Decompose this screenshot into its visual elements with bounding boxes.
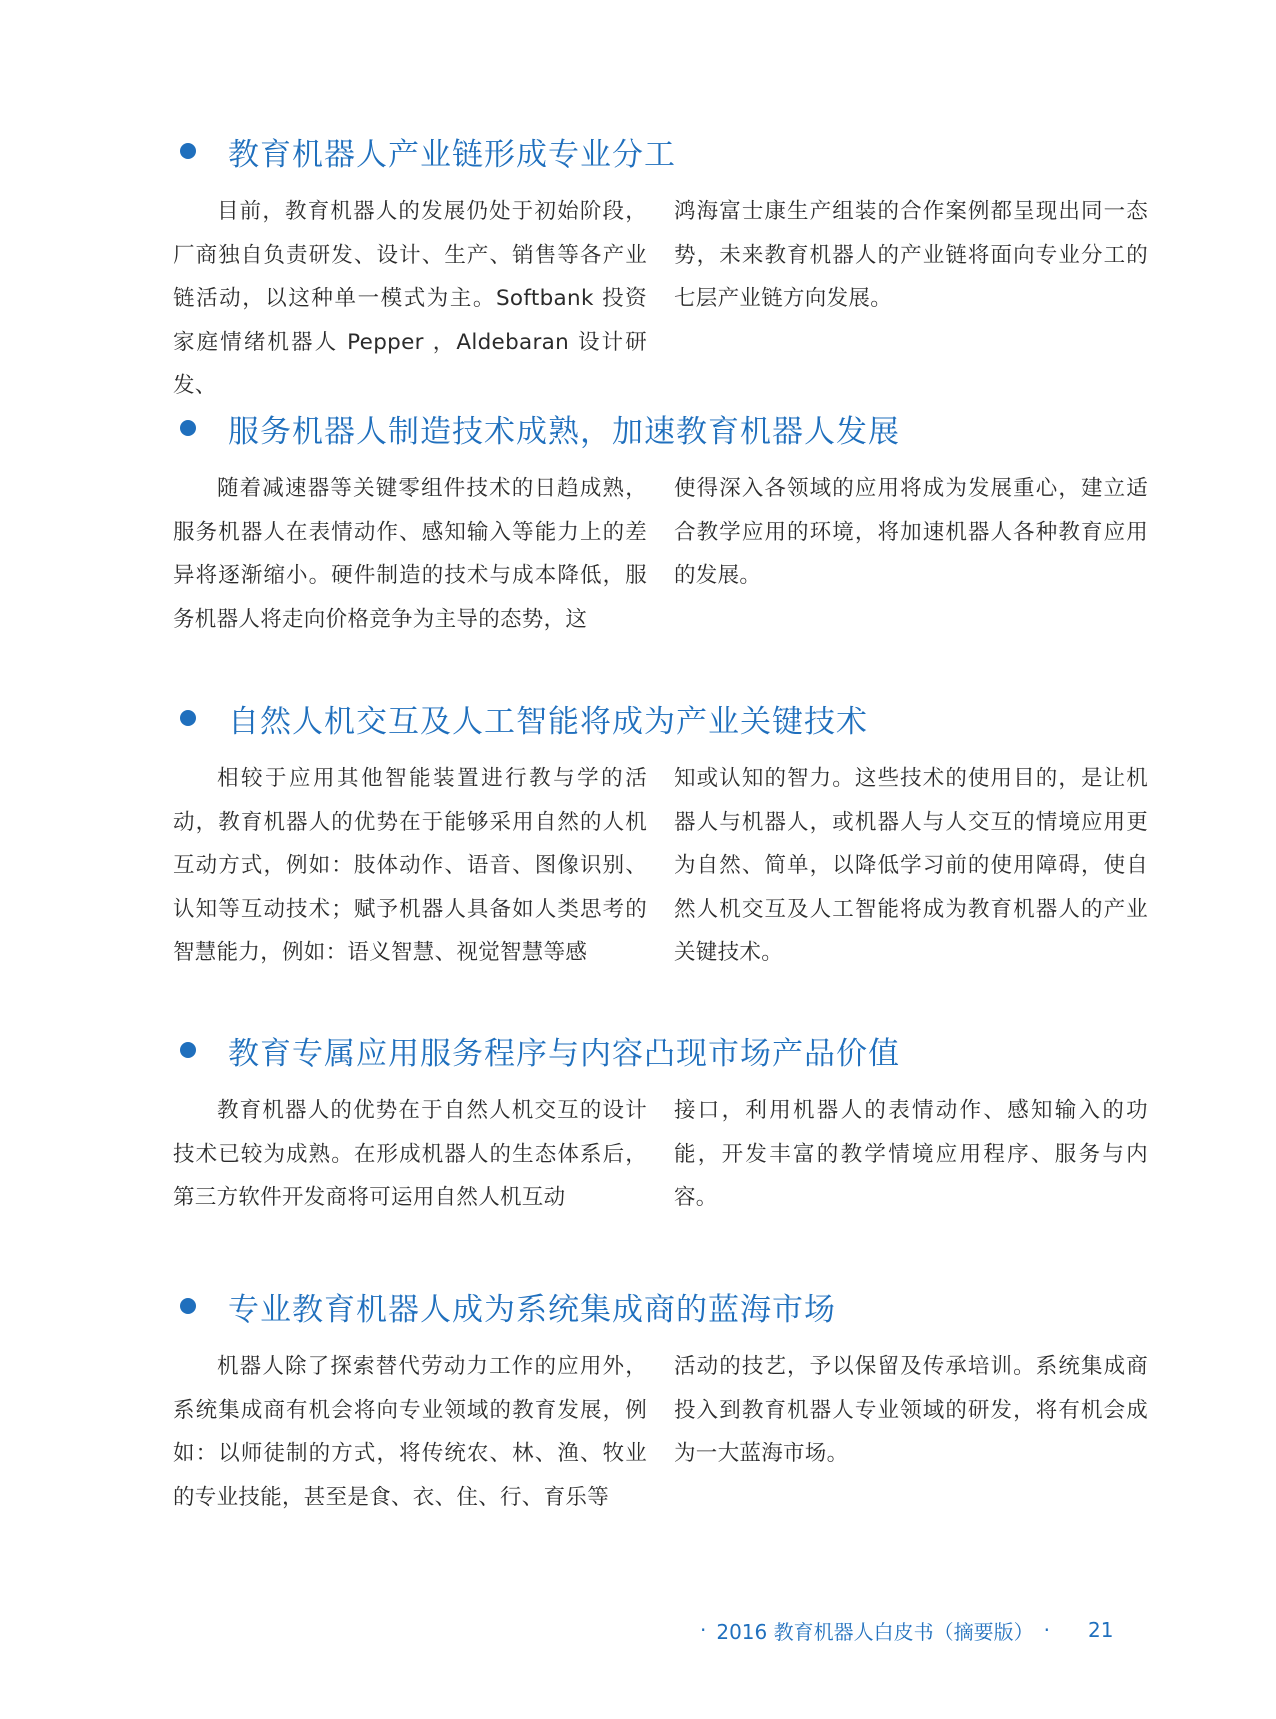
footer-title: 2016 教育机器人白皮书（摘要版）	[716, 1619, 1034, 1644]
heading-text: 服务机器人制造技术成熟，加速教育机器人发展	[228, 413, 900, 450]
paragraph-left: 机器人除了探索替代劳动力工作的应用外，系统集成商有机会将向专业领域的教育发展，例如：以师徒制的方式，将传统农、林、渔、牧业的专业技能，甚至是食、衣、住、行、育乐等	[173, 1354, 647, 1510]
paragraph-right: 知或认知的智力。这些技术的使用目的，是让机器人与机器人，或机器人与人交互的情境应用更为自然、简单，以降低学习前的使用障碍，使自然人机交互及人工智能将成为教育机器人的产业关键技术。	[674, 766, 1148, 965]
bullet-icon	[180, 710, 196, 726]
footer-dot-left: ·	[700, 1618, 707, 1642]
page-number: 21	[1087, 1618, 1114, 1642]
heading-text: 自然人机交互及人工智能将成为产业关键技术	[228, 703, 868, 740]
paragraph-right: 鸿海富士康生产组装的合作案例都呈现出同一态势，未来教育机器人的产业链将面向专业分工的七层产业链方向发展。	[674, 199, 1148, 311]
paragraph-right: 接口，利用机器人的表情动作、感知输入的功能，开发丰富的教学情境应用程序、服务与内容。	[674, 1098, 1148, 1210]
paragraph-left: 教育机器人的优势在于自然人机交互的设计技术已较为成熟。在形成机器人的生态体系后，第三方软件开发商将可运用自然人机互动	[173, 1098, 647, 1210]
section-heading	[180, 1025, 900, 1075]
paragraph-left: 相较于应用其他智能装置进行教与学的活动，教育机器人的优势在于能够采用自然的人机互动方式，例如：肢体动作、语音、图像识别、认知等互动技术；赋予机器人具备如人类思考的智慧能力，例如：语义智慧、视觉智慧等感	[173, 766, 647, 965]
bullet-icon	[180, 1298, 196, 1314]
section-heading	[180, 403, 900, 453]
heading-text: 教育专属应用服务程序与内容凸现市场产品价值	[228, 1035, 900, 1072]
paragraph-left: 目前，教育机器人的发展仍处于初始阶段，厂商独自负责研发、设计、生产、销售等各产业链活动，以这种单一模式为主。Softbank 投资家庭情绪机器人 Pepper ，Aldebaran 设计研发、	[173, 199, 647, 398]
section-heading	[180, 693, 868, 743]
paragraph-right: 活动的技艺，予以保留及传承培训。系统集成商投入到教育机器人专业领域的研发，将有机会成为一大蓝海市场。	[674, 1354, 1148, 1466]
bullet-icon	[180, 1042, 196, 1058]
footer-dot-right: ·	[1043, 1618, 1050, 1642]
heading-text: 教育机器人产业链形成专业分工	[228, 136, 676, 173]
paragraph-left: 随着减速器等关键零组件技术的日趋成熟，服务机器人在表情动作、感知输入等能力上的差异将逐渐缩小。硬件制造的技术与成本降低，服务机器人将走向价格竞争为主导的态势，这	[173, 476, 647, 632]
section-heading	[180, 1281, 836, 1331]
section-heading	[180, 126, 676, 176]
bullet-icon	[180, 420, 196, 436]
bullet-icon	[180, 143, 196, 159]
page-footer	[690, 1610, 1130, 1650]
paragraph-right: 使得深入各领域的应用将成为发展重心，建立适合教学应用的环境，将加速机器人各种教育应用的发展。	[674, 476, 1148, 588]
heading-text: 专业教育机器人成为系统集成商的蓝海市场	[228, 1291, 836, 1328]
